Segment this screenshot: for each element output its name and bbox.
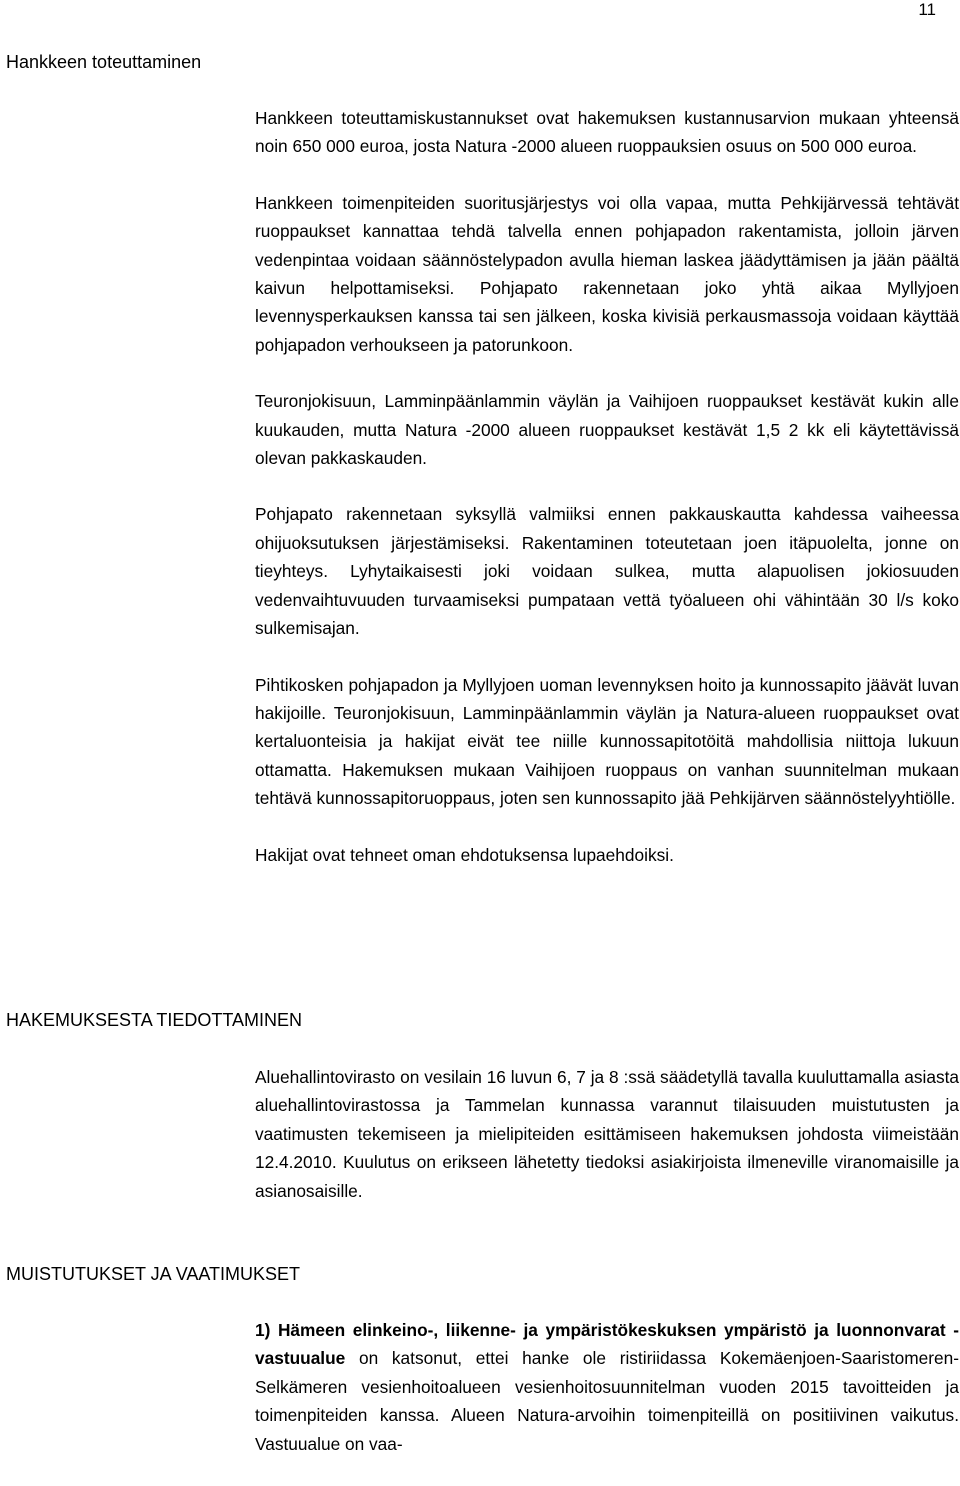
paragraph: Hankkeen toimenpiteiden suoritusjärjestys voi olla vapaa, mutta Pehkijärvessä tehtävät ruoppaukset kannattaa tehdä talvella ennen pohjapadon rakentamista, jolloin järven vedenpintaa voidaan säännöstelypadon avulla hieman laskea jäädyttämisen ja jään päältä kaivun helpottamiseksi. Pohjapato rakennetaan joko yhtä aikaa Myllyjoen levennysperkauksen kanssa tai sen jälkeen, koska kivisiä perkausmassoja voidaan käyttää pohjapadon verhoukseen ja patorunkoon. [255, 192, 959, 355]
statement-authority: 1) Hämeen elinkeino-, liikenne- ja ympäristökeskuksen ympäristö ja luonnonvarat -vastuualue [255, 1320, 959, 1369]
statement-item [255, 1316, 959, 1458]
paragraph: Hankkeen toteuttamiskustannukset ovat hakemuksen kustannusarvion mukaan yhteensä noin 650 000 euroa, josta Natura -2000 alueen ruoppauksien osuus on 500 000 euroa. [255, 108, 959, 157]
toteuttaminen-section [255, 104, 959, 897]
paragraph: Teuronjokisuun, Lamminpäänlammin väylän ja Vaihijoen ruoppaukset kestävät kukin alle kuukauden, mutta Natura -2000 alueen ruoppaukset kestävät 1,5 2 kk eli käytettävissä olevan pakkaskauden. [255, 391, 959, 469]
tiedottaminen-section [255, 1063, 959, 1233]
muistutukset-section [255, 1316, 959, 1486]
section-heading-hankkeen-toteuttaminen: Hankkeen toteuttaminen [6, 52, 202, 72]
section-heading-muistutukset-ja-vaatimukset: MUISTUTUKSET JA VAATIMUKSET [6, 1264, 301, 1284]
section-heading-hakemuksesta-tiedottaminen: HAKEMUKSESTA TIEDOTTAMINEN [6, 1010, 303, 1030]
page-number: 11 [918, 0, 936, 19]
paragraph: Aluehallintovirasto on vesilain 16 luvun 6, 7 ja 8 :ssä säädetyllä tavalla kuuluttamalla asiasta aluehallintovirastossa ja Tammelan kunnassa varannut tilaisuuden muistutusten ja vaatimusten tekemiseen ja mielipiteiden esittämiseen hakemuksen johdosta viimeistään 12.4.2010. Kuulutus on erikseen lähetetty tiedoksi asiakirjoista ilmeneville viranomaisille ja asianosaisille. [255, 1067, 959, 1201]
paragraph: Hakijat ovat tehneet oman ehdotuksensa lupaehdoiksi. [255, 844, 674, 865]
statement-text: on katsonut, ettei hanke ole ristiriidassa Kokemäenjoen-Saaristomeren-Selkämeren vesienhoitoalueen vesienhoitosuunnitelman vuoden 2015 tavoitteiden ja toimenpiteiden kanssa. Alueen Natura-arvoihin toimenpiteillä on positiivinen vaikutus. Vastuualue on vaa- [255, 1348, 959, 1454]
paragraph: Pihtikosken pohjapadon ja Myllyjoen uoman levennyksen hoito ja kunnossapito jäävät luvan hakijoille. Teuronjokisuun, Lamminpäänlammin väylän ja Natura-alueen ruoppaukset ovat kertaluonteisia ja hakijat eivät tee niille kunnossapitotöitä mahdollisia niittoja lukuun ottamatta. Hakemuksen mukaan Vaihijoen ruoppaus on vanhan suunnitelman mukaan tehtävä kunnossapitoruoppaus, joten sen kunnossapito jää Pehkijärven säännöstelyyhtiölle. [255, 674, 959, 809]
paragraph: Pohjapato rakennetaan syksyllä valmiiksi ennen pakkauskautta kahdessa vaiheessa ohijuoksutuksen järjestämiseksi. Rakentaminen toteutetaan joen itäpuolelta, jonne on tieyhteys. Lyhytaikaisesti joki voidaan sulkea, mutta alapuolisen jokiosuuden vedenvaihtuvuuden turvaamiseksi pumpataan vettä työalueen ohi vähintään 30 l/s koko sulkemisajan. [255, 504, 959, 639]
